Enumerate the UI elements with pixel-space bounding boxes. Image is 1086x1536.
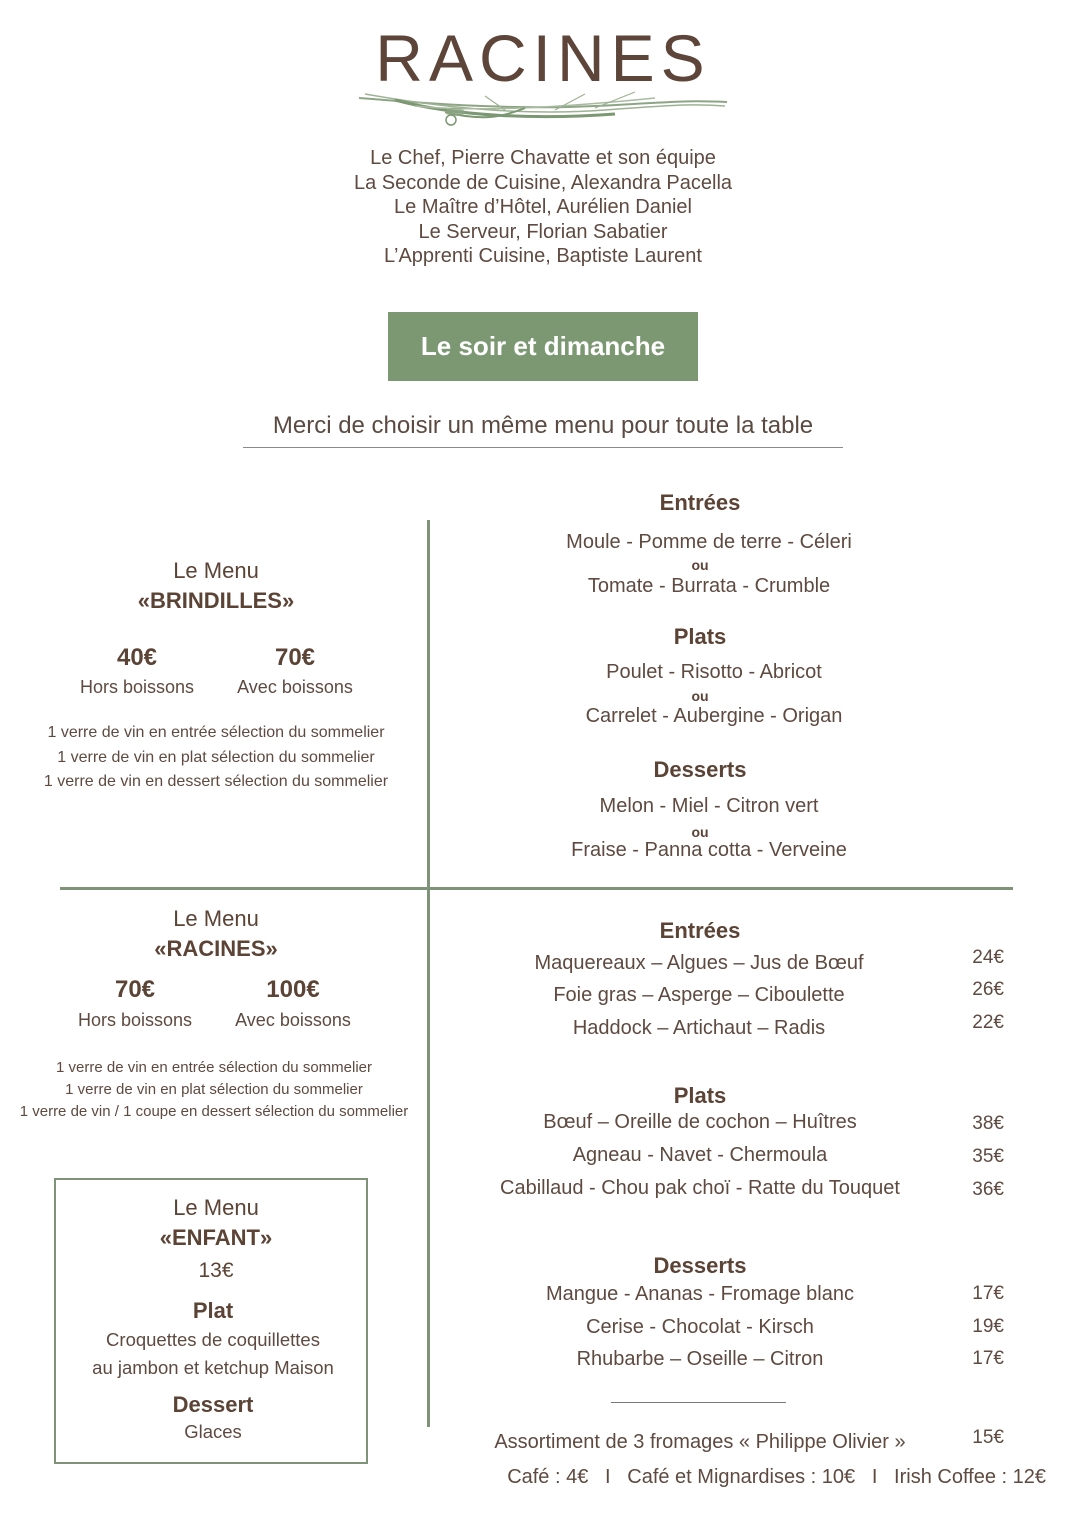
price-label: Avec boissons <box>237 677 353 697</box>
brindilles-plat-option: Carrelet - Aubergine - Origan <box>585 705 843 727</box>
service-banner: Le soir et dimanche <box>388 312 698 381</box>
racines-wine-pairing <box>6 1057 422 1123</box>
racines-title <box>66 904 366 964</box>
brindilles-wine-pairing <box>16 721 416 795</box>
racines-desserts-heading: Desserts <box>653 1253 747 1278</box>
racines-plats-heading: Plats <box>673 1083 727 1108</box>
menu-title-line: Le Menu <box>173 558 259 583</box>
horizontal-divider <box>60 887 1013 890</box>
wine-line: 1 verre de vin en entrée sélection du sommelier <box>47 724 385 741</box>
enfant-title <box>66 1193 366 1253</box>
enfant-plat-description <box>63 1326 363 1382</box>
or-separator: ou <box>691 688 709 704</box>
price-label: Avec boissons <box>235 1010 351 1030</box>
staff-line: Le Maître d’Hôtel, Aurélien Daniel <box>394 196 692 219</box>
item-price: 17€ <box>972 1283 1004 1304</box>
menu-name: «ENFANT» <box>159 1225 273 1250</box>
dish-line: Croquettes de coquillettes <box>106 1329 320 1350</box>
enfant-price: 13€ <box>198 1259 234 1282</box>
brindilles-title <box>66 556 366 616</box>
brindilles-entrees-heading: Entrées <box>659 490 741 515</box>
brindilles-dessert-option: Melon - Miel - Citron vert <box>599 795 819 817</box>
table-note: Merci de choisir un même menu pour toute la table <box>272 412 814 439</box>
item-price: 26€ <box>972 979 1004 1000</box>
wine-line: 1 verre de vin en plat sélection du sommelier <box>65 1081 363 1098</box>
item-price: 36€ <box>972 1179 1004 1200</box>
menu-title-line: Le Menu <box>173 906 259 931</box>
branch-logo-icon <box>355 86 731 128</box>
menu-name: «BRINDILLES» <box>137 588 295 613</box>
racines-entree-item: Maquereaux – Algues – Jus de Bœuf <box>534 952 864 974</box>
table-note-underline <box>243 447 843 448</box>
racines-entree-item: Haddock – Artichaut – Radis <box>572 1017 826 1039</box>
item-price: 19€ <box>972 1316 1004 1337</box>
brindilles-desserts-heading: Desserts <box>653 757 747 782</box>
brindilles-plats-heading: Plats <box>673 624 727 649</box>
racines-dessert-item: Mangue - Ananas - Fromage blanc <box>546 1283 854 1305</box>
staff-line: La Seconde de Cuisine, Alexandra Pacella <box>353 171 733 194</box>
enfant-dessert: Glaces <box>184 1421 242 1442</box>
coffee-prices: Café : 4€ I Café et Mignardises : 10€ I Irish Coffee : 12€ <box>507 1466 1046 1488</box>
dish-line: au jambon et ketchup Maison <box>92 1357 334 1378</box>
item-price: 35€ <box>972 1146 1004 1167</box>
racines-price-with-drinks: 100€ <box>266 976 320 1003</box>
wine-line: 1 verre de vin / 1 coupe en dessert sélection du sommelier <box>19 1103 409 1120</box>
staff-line: Le Serveur, Florian Sabatier <box>418 220 668 243</box>
menu-title-line: Le Menu <box>173 1195 259 1220</box>
racines-plat-item: Cabillaud - Chou pak choï - Ratte du Touquet <box>500 1177 900 1199</box>
brindilles-price-without-drinks: 40€ <box>116 644 158 671</box>
or-separator: ou <box>691 824 709 840</box>
or-separator: ou <box>691 557 709 573</box>
cheese-assortment: Assortiment de 3 fromages « Philippe Olivier » <box>494 1431 906 1453</box>
item-price: 15€ <box>972 1427 1004 1448</box>
wine-line: 1 verre de vin en dessert sélection du sommelier <box>43 773 389 790</box>
racines-plat-item: Agneau - Navet - Chermoula <box>572 1144 828 1166</box>
staff-line: L’Apprenti Cuisine, Baptiste Laurent <box>384 245 702 268</box>
racines-price-without-drinks: 70€ <box>114 976 156 1003</box>
brindilles-entree-option: Tomate - Burrata - Crumble <box>587 575 831 597</box>
wine-line: 1 verre de vin en entrée sélection du sommelier <box>56 1059 372 1076</box>
brindilles-entree-option: Moule - Pomme de terre - Céleri <box>566 531 852 553</box>
racines-entrees-heading: Entrées <box>659 918 741 943</box>
restaurant-logo-title: RACINES <box>375 21 711 95</box>
price-label: Hors boissons <box>79 677 195 697</box>
vertical-divider <box>427 520 430 1427</box>
menu-name: «RACINES» <box>154 936 278 961</box>
staff-list <box>0 146 1086 269</box>
enfant-dessert-heading: Dessert <box>172 1392 254 1417</box>
brindilles-dessert-option: Fraise - Panna cotta - Verveine <box>571 839 847 861</box>
racines-dessert-item: Cerise - Chocolat - Kirsch <box>586 1316 814 1338</box>
staff-line: Le Chef, Pierre Chavatte et son équipe <box>370 147 716 169</box>
item-price: 38€ <box>972 1113 1004 1134</box>
racines-entree-item: Foie gras – Asperge – Ciboulette <box>553 984 845 1006</box>
item-price: 24€ <box>972 947 1004 968</box>
item-price: 17€ <box>972 1348 1004 1369</box>
enfant-plat-heading: Plat <box>192 1298 234 1323</box>
racines-plat-item: Bœuf – Oreille de cochon – Huîtres <box>543 1111 857 1133</box>
price-label: Hors boissons <box>77 1010 193 1030</box>
section-separator <box>611 1402 786 1403</box>
racines-dessert-item: Rhubarbe – Oseille – Citron <box>576 1348 824 1370</box>
brindilles-plat-option: Poulet - Risotto - Abricot <box>606 661 822 683</box>
brindilles-price-with-drinks: 70€ <box>274 644 316 671</box>
wine-line: 1 verre de vin en plat sélection du sommelier <box>57 748 375 766</box>
item-price: 22€ <box>972 1012 1004 1033</box>
